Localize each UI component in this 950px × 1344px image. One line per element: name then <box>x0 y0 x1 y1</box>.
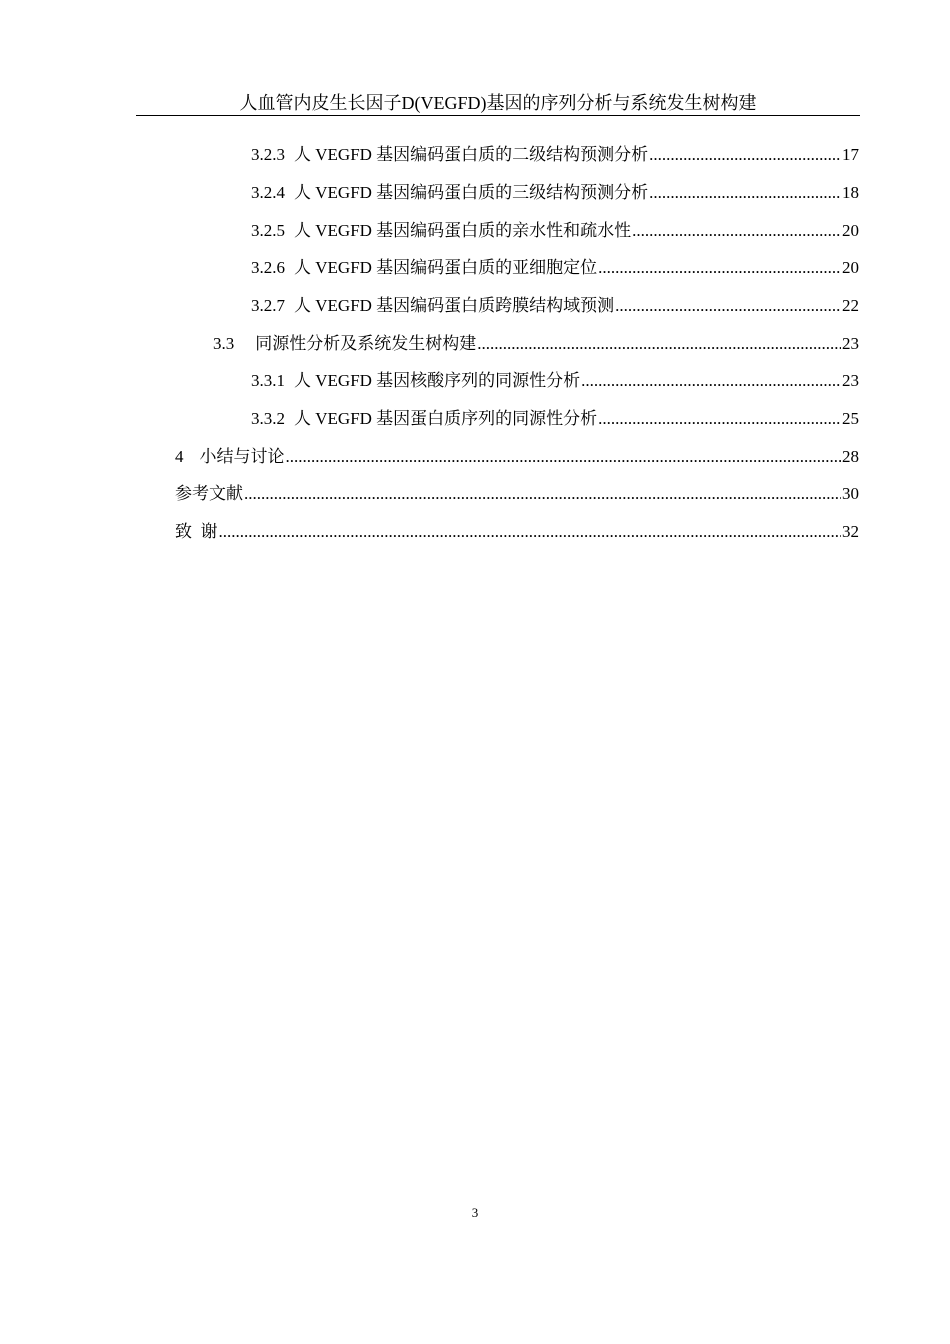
toc-entry-page: 23 <box>842 371 859 390</box>
toc-dot-leader <box>649 181 841 205</box>
toc-dot-leader <box>477 332 841 356</box>
toc-dot-leader <box>581 369 841 393</box>
toc-dot-leader <box>219 520 842 544</box>
toc-entry[interactable] <box>251 219 859 243</box>
toc-entry-title: 参考文献 <box>175 484 243 503</box>
toc-entry-title: 同源性分析及系统发生树构建 <box>255 334 477 353</box>
toc-entry-page: 17 <box>842 145 859 164</box>
toc-entry[interactable] <box>251 181 859 205</box>
toc-entry-number: 4 <box>175 447 184 466</box>
toc-entry-title: 人 VEGFD 基因蛋白质序列的同源性分析 <box>294 409 598 428</box>
toc-dot-leader <box>598 407 841 431</box>
toc-entry[interactable] <box>251 143 859 167</box>
toc-entry-page: 20 <box>842 221 859 240</box>
toc-entry[interactable] <box>175 445 859 469</box>
toc-entry-title: 致 谢 <box>175 522 218 541</box>
toc-entry-page: 22 <box>842 296 859 315</box>
header-rule <box>136 115 860 116</box>
toc-entry[interactable] <box>175 520 859 544</box>
toc-entry-title: 人 VEGFD 基因核酸序列的同源性分析 <box>294 371 581 390</box>
toc-dot-leader <box>649 143 841 167</box>
toc-entry-page: 18 <box>842 183 859 202</box>
toc-entry-title: 人 VEGFD 基因编码蛋白质的二级结构预测分析 <box>294 145 649 164</box>
toc-dot-leader <box>244 482 841 506</box>
toc-entry-number: 3.2.4 <box>251 183 285 202</box>
running-header: 人血管内皮生长因子D(VEGFD)基因的序列分析与系统发生树构建 <box>239 93 757 113</box>
toc-entry-page: 25 <box>842 409 859 428</box>
toc-entry-page: 30 <box>842 484 859 503</box>
toc-entry-number: 3.3 <box>213 334 235 353</box>
toc-entry-number: 3.2.7 <box>251 296 285 315</box>
toc-entry-title: 人 VEGFD 基因编码蛋白质的亲水性和疏水性 <box>294 221 632 240</box>
toc-entry-number: 3.2.6 <box>251 258 285 277</box>
toc-entry-page: 20 <box>842 258 859 277</box>
toc-dot-leader <box>632 219 841 243</box>
toc-entry[interactable] <box>251 369 859 393</box>
toc-entry[interactable] <box>251 407 859 431</box>
toc-entry-number: 3.2.5 <box>251 221 285 240</box>
toc-entry-title: 人 VEGFD 基因编码蛋白质的亚细胞定位 <box>294 258 598 277</box>
toc-entry[interactable] <box>175 482 859 506</box>
toc-entry[interactable] <box>251 294 859 318</box>
toc-entry-page: 28 <box>842 447 859 466</box>
toc-dot-leader <box>286 445 842 469</box>
toc-entry-title: 人 VEGFD 基因编码蛋白质的三级结构预测分析 <box>294 183 649 202</box>
toc-entry-title: 人 VEGFD 基因编码蛋白质跨膜结构域预测 <box>294 296 615 315</box>
toc-entry-page: 23 <box>842 334 859 353</box>
toc-entry-number: 3.3.1 <box>251 371 285 390</box>
toc-entry-page: 32 <box>842 522 859 541</box>
toc-entry-title: 小结与讨论 <box>199 447 285 466</box>
toc-entry-number: 3.2.3 <box>251 145 285 164</box>
toc-dot-leader <box>598 256 841 280</box>
page-number: 3 <box>471 1205 479 1220</box>
toc-entry[interactable] <box>213 332 859 356</box>
toc-entry-number: 3.3.2 <box>251 409 285 428</box>
toc-entry[interactable] <box>251 256 859 280</box>
toc-dot-leader <box>615 294 841 318</box>
